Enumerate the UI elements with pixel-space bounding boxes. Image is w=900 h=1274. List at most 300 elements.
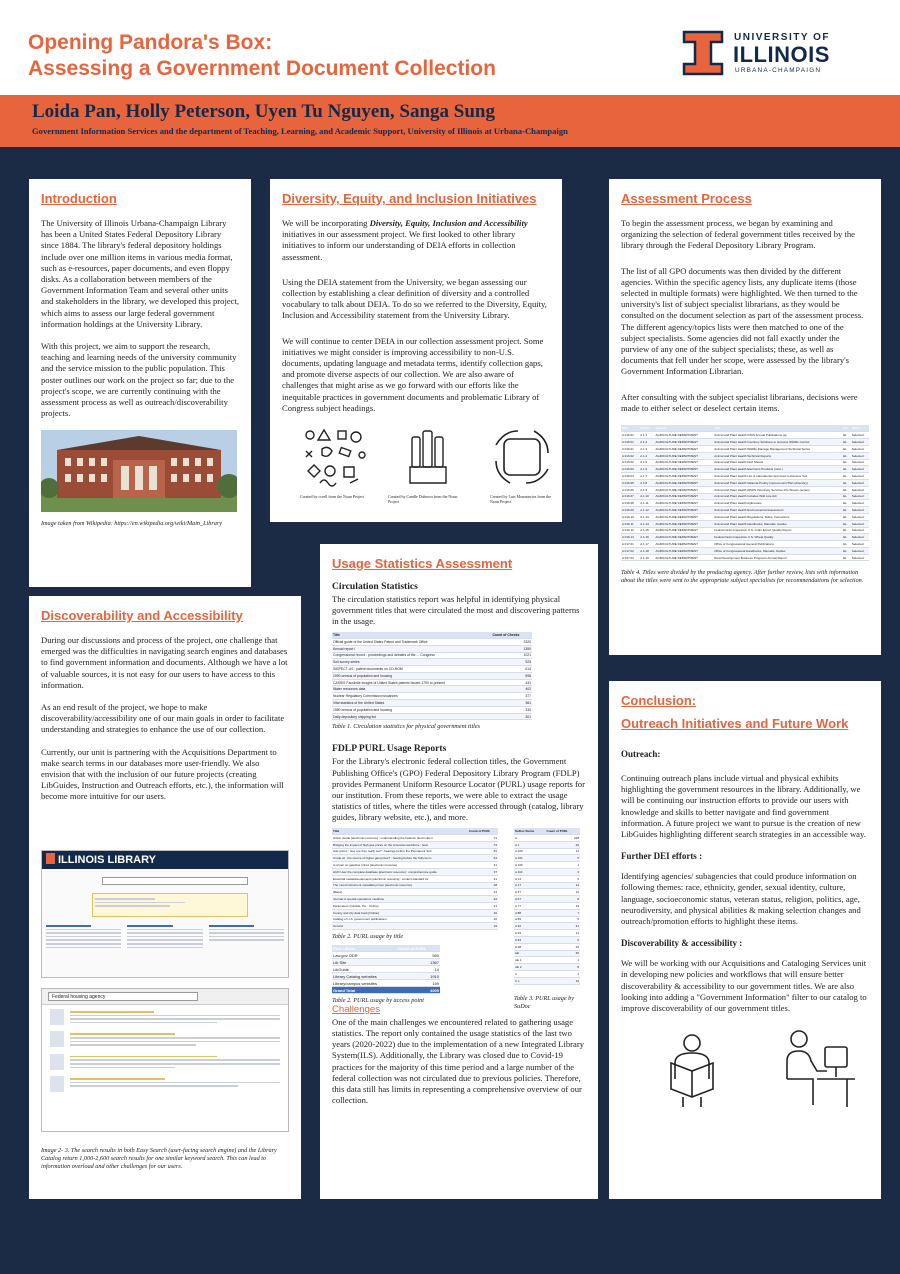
table-row — [332, 706, 532, 713]
table-cell: 377 — [491, 693, 532, 700]
assessment-paragraph-3: After consulting with the subject specialist librarians, decisions were made to either select or deselect certain items. — [621, 391, 858, 413]
table-row — [332, 679, 532, 686]
table-cell: 159 — [397, 980, 440, 987]
table-cell: A 1.7 — [639, 473, 654, 480]
table-cell: 8 — [546, 964, 580, 971]
discoverability-image-caption: Image 2- 3. The search results in both Easy Search (user-facing search engine) and the Library Catalog return 1,000-2,600 search results for one similar keyword search. This can lead to information overload and other challenges for our users. — [41, 1147, 277, 1170]
table-cell: Office of Congressional Handbooks, Manuals, Guides — [713, 547, 842, 554]
table-cell: EL — [842, 541, 851, 548]
purl-title-table — [332, 828, 498, 930]
purl-access-point-table — [332, 945, 440, 994]
table-cell: A 1.1 — [639, 432, 654, 439]
table-header-cell: Title — [332, 632, 491, 639]
table-cell: CASSIS Facsimile images of United States patents issued 1790 to present — [332, 679, 491, 686]
table-cell: Animal and Plant Health List of Laboratories Approved to Receive Soil — [713, 473, 842, 480]
table-cell: 1 — [546, 957, 580, 964]
table-cell: A 017.01 — [621, 541, 639, 548]
table-cell: AGRICULTURE DEPARTMENT — [654, 486, 713, 493]
table-cell: 1 — [546, 970, 580, 977]
table-row — [332, 834, 498, 841]
table-row — [332, 923, 498, 930]
table-header-cell: Title — [713, 425, 842, 432]
table-row — [514, 875, 580, 882]
table-cell: A 017.03 — [621, 554, 639, 561]
table-row — [332, 959, 440, 966]
table-row — [514, 882, 580, 889]
table-cell: Animal and Plant Health Technical Reports — [713, 452, 842, 459]
table-cell: 5 — [546, 855, 580, 862]
table-cell: AGRICULTURE DEPARTMENT — [654, 452, 713, 459]
table-cell: Federal Grain Inspection U.S. Wheat Quality — [713, 534, 842, 541]
table-header-cell: Item — [621, 425, 639, 432]
table-cell: Animal and Plant Health Environmental Assessment — [713, 507, 842, 514]
table-cell: 20 — [468, 916, 498, 923]
table-row — [621, 486, 869, 493]
table-row — [332, 672, 532, 679]
library-banner: ILLINOIS LIBRARY — [42, 851, 288, 869]
table-row — [621, 432, 869, 439]
discoverability-paragraph-3: Currently, our unit is partnering with the Acquisitions Department to make search terms in our databases more user-friendly. We also envision that with the inclusion of our future projects (creating LibGuides, Instruction and Outreach efforts, etc.), the information will become more intuitive for our users. — [41, 746, 284, 802]
poster-title: Opening Pandora's Box: Assessing a Government Document Collection — [28, 31, 496, 80]
table-cell: EL — [842, 493, 851, 500]
table-cell: Parameters (Carlisle, Pa. : Online) — [332, 902, 468, 909]
table-cell: 20 — [546, 943, 580, 950]
table-cell: AGRICULTURE DEPARTMENT — [654, 445, 713, 452]
table-cell: A 1.9 — [639, 486, 654, 493]
table-cell: A 1.13 — [639, 513, 654, 520]
dei-efforts-subheading: Further DEI efforts : — [621, 851, 703, 862]
table-cell: EL — [842, 520, 851, 527]
table-cell: A 94 — [514, 936, 546, 943]
library-building-image — [41, 430, 237, 512]
table-cell: Selected — [851, 520, 869, 527]
table-row — [514, 889, 580, 896]
table-cell: A 016.04 — [621, 473, 639, 480]
table-cell: AE 1 — [514, 957, 546, 964]
table-cell: 4009 — [397, 987, 440, 994]
block-i-icon — [682, 30, 724, 76]
table-cell: A 57 — [514, 889, 546, 896]
table-header-cell: Count of PURL — [468, 828, 498, 835]
table-cell: A 1.3 — [639, 445, 654, 452]
table-cell: Selected — [851, 479, 869, 486]
table-cell: A 106 — [514, 862, 546, 869]
table-cell: 14 — [546, 882, 580, 889]
table-cell: AGRICULTURE DEPARTMENT — [654, 527, 713, 534]
catalog-search-bar — [42, 989, 288, 1005]
table-cell: Federal Grain Inspection U.S. Grain Export Quality Report — [713, 527, 842, 534]
table-cell: 19 — [468, 923, 498, 930]
table-cell: EL — [842, 486, 851, 493]
table-row — [332, 645, 532, 652]
conclusion-icons — [621, 1025, 869, 1115]
table-cell: 14 — [397, 966, 440, 973]
catalog-search-input[interactable]: Federal housing agency — [48, 992, 198, 1001]
table-cell: EL — [842, 547, 851, 554]
table-row — [514, 957, 580, 964]
table-cell: Animal and Plant Health Electronic Products (misc.) — [713, 466, 842, 473]
table-cell: A 016.12 — [621, 527, 639, 534]
dei-panel — [270, 179, 562, 522]
table-cell: Selected — [851, 486, 869, 493]
table-row — [514, 855, 580, 862]
table-cell: Animal and Plant Health Inventory Solutions to Humane Wildlife Control — [713, 439, 842, 446]
intro-image-caption: Image taken from Wikipedia: https://en.wikipedia.org/wiki/Main_Library — [41, 520, 223, 528]
table-header-cell: Status — [851, 425, 869, 432]
table-cell: Selected — [851, 439, 869, 446]
table-row — [332, 882, 498, 889]
table-row — [621, 445, 869, 452]
linked-hands-icon — [490, 425, 554, 489]
table-row — [332, 841, 498, 848]
table-cell: Animal and Plant Health National Poultry Improvement Plan (directory) — [713, 479, 842, 486]
table-cell: 923 — [491, 659, 532, 666]
table-cell: AGRICULTURE DEPARTMENT — [654, 554, 713, 561]
table-row — [514, 841, 580, 848]
table-cell: Library Catalog websites — [332, 973, 397, 980]
table-cell: EL — [842, 432, 851, 439]
table1-caption: Table 1. Circulation statistics for physical government titles — [332, 723, 481, 731]
table-cell: EL — [842, 507, 851, 514]
table-cell: AGRICULTURE DEPARTMENT — [654, 479, 713, 486]
table-row — [332, 896, 498, 903]
table-cell: A 1.16 — [639, 534, 654, 541]
table-cell: EL — [842, 473, 851, 480]
table-row — [621, 500, 869, 507]
assessment-heading: Assessment Process — [621, 191, 752, 206]
table-cell: Selected — [851, 473, 869, 480]
table-cell: C — [514, 970, 546, 977]
table-cell: 1 — [546, 862, 580, 869]
outreach-subheading: Outreach: — [621, 749, 661, 759]
table-row — [332, 693, 532, 700]
table-header-cell: Sel — [842, 425, 851, 432]
table-header-cell: SuDoc Stems — [514, 828, 546, 835]
table-cell: A 92 — [514, 923, 546, 930]
table-cell: 431 — [491, 679, 532, 686]
table-row — [621, 520, 869, 527]
table-cell: A 1.14 — [639, 520, 654, 527]
table-row — [332, 909, 498, 916]
table-cell: Essential metadata elements [electronic resource] : content standard for — [332, 875, 468, 882]
table-header-cell: Count of PURL — [397, 945, 440, 952]
table-cell: 301 — [491, 713, 532, 720]
table-row — [621, 473, 869, 480]
table-cell: A primer on gasoline prices [electronic resource] — [332, 862, 468, 869]
table-row — [621, 439, 869, 446]
table-cell: EL — [842, 466, 851, 473]
table-cell: A 016.02 — [621, 452, 639, 459]
table-cell: 11 — [546, 848, 580, 855]
table-row — [514, 896, 580, 903]
purl-heading: FDLP PURL Usage Reports — [332, 743, 447, 755]
table-cell: Selected — [851, 432, 869, 439]
table-row — [621, 507, 869, 514]
table-row — [621, 452, 869, 459]
table-cell: EL — [842, 500, 851, 507]
table-cell: [Maps] — [332, 889, 468, 896]
table-cell: 330 — [491, 706, 532, 713]
table-cell: 1350 — [491, 645, 532, 652]
table-cell: EL — [842, 452, 851, 459]
table-cell: A 016.13 — [621, 534, 639, 541]
table-row — [332, 889, 498, 896]
table-cell: AE 2 — [514, 964, 546, 971]
table-header-cell: Row Labels — [332, 945, 397, 952]
table-row — [332, 652, 532, 659]
discoverability-panel — [29, 596, 301, 1199]
table-cell: Animal and Plant Health Agforecast — [713, 500, 842, 507]
table-cell: 1910 — [397, 973, 440, 980]
table-cell: A 016.11 — [621, 520, 639, 527]
catalog-results — [42, 1005, 288, 1096]
table-cell: EL — [842, 439, 851, 446]
table-cell: A 016.03 — [621, 466, 639, 473]
dei-icons: Created by ccrell from the Noun Project Created by Candle Dubrova from the Noun Project Created by Luis Monasterios from the Noun Project — [282, 425, 550, 515]
table-cell: 2320 — [491, 638, 532, 645]
table-total-row — [332, 987, 440, 994]
table-cell: Lib Site — [332, 959, 397, 966]
table-cell: AGRICULTURE DEPARTMENT — [654, 473, 713, 480]
table-cell: EL — [842, 527, 851, 534]
table-row — [332, 966, 440, 973]
table-cell: AGRICULTURE DEPARTMENT — [654, 439, 713, 446]
table-cell: Annual report / — [332, 645, 491, 652]
discoverability-heading: Discoverability and Accessibility — [41, 608, 243, 623]
table-cell: Selected — [851, 507, 869, 514]
raised-fists-icon — [406, 427, 450, 489]
table-cell: AGRICULTURE DEPARTMENT — [654, 432, 713, 439]
table-cell: HUD User the complete database [electronic resource] : comprehensive guide — [332, 868, 468, 875]
table-cell: A 1.10 — [639, 493, 654, 500]
table-cell: Nuclear Regulatory Commission issuances — [332, 693, 491, 700]
assessment-paragraph-2: The list of all GPO documents was then divided by the different agencies. Within the specific agency lists, any duplicate items (those selected in multiple formats) were highlighted. We then turned to the university's list of subject specialist librarians, as they would be consulted on the document selection as part of the assessment process. The different agency/topics lists were then matched to one of the subject specialists. Some agencies did not fall exactly under the purview of any one of the subject specialists; these, as well as documents that fell under her scope, were assessed by the library's Government Information Librarian. — [621, 265, 864, 377]
table-cell: A 016.02 — [621, 459, 639, 466]
table-cell: 1367 — [397, 959, 440, 966]
person-at-computer-icon — [777, 1027, 857, 1109]
table-cell: A 017.02 — [621, 547, 639, 554]
table-cell: 28 — [468, 882, 498, 889]
assessment-paragraph-1: To begin the assessment process, we began by examining and organizing the selection of federal government titles received by the library through the Federal Depository Library Program. — [621, 218, 855, 251]
table-cell: A 016.01 — [621, 439, 639, 446]
table-cell: Congressional record : proceedings and debates of the ... Congress — [332, 652, 491, 659]
university-logo: UNIVERSITY OF ILLINOIS URBANA-CHAMPAIGN — [682, 30, 862, 80]
table-cell: A 016.10 — [621, 513, 639, 520]
table-cell: A 016.06 — [621, 486, 639, 493]
purl-sudoc-table — [514, 828, 580, 985]
library-photo — [41, 430, 237, 512]
table-cell: AGRICULTURE DEPARTMENT — [654, 466, 713, 473]
table-cell: Animal and Plant Health Wildlife Damage Management Technical Series — [713, 445, 842, 452]
table-row — [332, 862, 498, 869]
table-cell: 12 — [546, 889, 580, 896]
table-row — [514, 936, 580, 943]
table-cell: 361 — [491, 700, 532, 707]
table-row — [332, 875, 498, 882]
table-cell: Water resources data — [332, 686, 491, 693]
table-cell: Animal and Plant Health Fact Sheets — [713, 459, 842, 466]
table-cell: Crude oil : the source of higher gas prices? : hearing before the Subcomm — [332, 855, 468, 862]
table-cell: A 88 — [514, 909, 546, 916]
assessment-panel — [609, 179, 881, 655]
table-cell: 31 — [468, 875, 498, 882]
table-cell: A 89 — [514, 916, 546, 923]
table-cell: Daily depository shipping list — [332, 713, 491, 720]
table-row — [621, 459, 869, 466]
table-cell: A 13 — [514, 875, 546, 882]
table-cell: EL — [842, 554, 851, 561]
block-i-icon — [46, 853, 55, 864]
dei-paragraph-1: We will be incorporating Diversity, Equity, Inclusion and Accessibility initiatives in our assessment project. We first looked to other library initiatives to inform our understanding of DEIA efforts in collection assessment. — [282, 218, 528, 262]
table-cell: 560 — [397, 952, 440, 959]
table-cell: A 1.18 — [639, 547, 654, 554]
table-cell: Bridging the impact of high gas prices on the American workforce : hear — [332, 841, 468, 848]
table-cell: Selected — [851, 547, 869, 554]
table-cell: Catalog of U.S. government publications — [332, 916, 468, 923]
intro-paragraph-1: The University of Illinois Urbana-Champaign Library has been a United States Federal Depository Library since 1884. The library's federal depository holdings include over one million items in various media format, such as e-resources, paper documents, and even floppy disks. As a collaboration between members of the Government Information Team and several other units and stakeholders in the library, we developed this project, which aims to assess our large federal government information holdings at the University Library. — [41, 218, 239, 329]
table-cell: Action Guide [electronic resource] : understanding the balance (food inform — [332, 834, 468, 841]
affiliation: Government Information Services and the department of Teaching, Learning, and Academic Support, University of Illinois at Urbana-Champaign — [32, 126, 568, 136]
table-cell: A 77 — [514, 902, 546, 909]
table-cell: Official guide of the United States Patent and Trademark Office — [332, 638, 491, 645]
table-row — [332, 868, 498, 875]
table-cell: AGRICULTURE DEPARTMENT — [654, 541, 713, 548]
table-cell: 614 — [491, 666, 532, 673]
outreach-future-heading: Outreach Initiatives and Future Work — [621, 716, 849, 731]
agency-titles-table — [621, 425, 869, 561]
table-cell: Selected — [851, 541, 869, 548]
table-cell: A 1.6 — [639, 466, 654, 473]
table-row — [332, 848, 498, 855]
table-row — [332, 973, 440, 980]
table-cell: A 110 — [514, 868, 546, 875]
outreach-paragraph: Continuing outreach plans include virtual and physical exhibits highlighting the government resources in the library. Additionally, we will be continuing our instruction efforts to provide our users with knowledge and skills to better navigate and find government information. A future project we want to pursue is the creation of new LibGuides highlighting different search strategies in an accessible way. — [621, 773, 866, 840]
table-header-cell: Agency — [654, 425, 713, 432]
table-cell: 62 — [468, 848, 498, 855]
dei-heading: Diversity, Equity, and Inclusion Initiatives — [282, 191, 537, 206]
table-row — [332, 659, 532, 666]
discoverability-subheading: Discoverability & accessibility : — [621, 938, 743, 949]
table-cell: A 100 — [514, 848, 546, 855]
table-cell: 20 — [468, 909, 498, 916]
table-row — [332, 700, 532, 707]
table-cell: A 1 — [514, 841, 546, 848]
catalog-search-screenshot — [41, 988, 289, 1132]
table-cell: AGRICULTURE DEPARTMENT — [654, 493, 713, 500]
table-cell: Selected — [851, 554, 869, 561]
table-cell: 1990 census of population and housing — [332, 672, 491, 679]
table-row — [514, 868, 580, 875]
table-cell: 3 — [546, 868, 580, 875]
table-cell: A 1.15 — [639, 527, 654, 534]
table-cell: Selected — [851, 459, 869, 466]
table-row — [514, 923, 580, 930]
suggestion-box — [92, 893, 248, 917]
table-cell: EL — [842, 534, 851, 541]
purl-tables: Title Count of PURL Action Guide [electronic resource] : understanding the balance (food inform 74 Bridging the impact of high gas prices on the American workforce : hear 74 Gas prices : how are they really set? : hearings before the Permanent Sub 62 Crude oil : the source of higher gas prices? : hearing before the Subcomm 54 A primer on gasoline prices [electronic resource] 41 HUD User the complete database [electronic resource] : comprehensive guide 37 Essential metadata elements [electronic resource] : content standard for 31 The mood instrument metadata primer [electronic resource] 28 [Maps] 24 Journal of special operations medicine 22 Parameters (Carlisle, Pa. : Online) 21 County and city data book [Online] 20 Catalog of U.S. government publications 20 Ground 19 Table 2. PURL usage by title Row Labels Count of PURL Law.gov ODR 560 Lib Site 1367 LibGuide 14 Library Catalog websites 1910 Library/campus websites 159 Grand Total 4009 Table 2. PURL usage by access point SuDoc Stems Count of PURL A 228 A 1 20 A 100 11 A 101 5 A 106 1 A 110 3 A 13 6 A 17 14 A 57 12 A 67 8 A 77 19 A 88 7 A 89 5 A 92 31 A 93 11 A 94 6 A 98 20 AE 36 AE 1 1 AE 2 8 C 1 C 1 10 Table 3. PURL usage by SuDoc — [332, 828, 579, 1010]
table-cell: AGRICULTURE DEPARTMENT — [654, 547, 713, 554]
table-cell: C 1 — [514, 977, 546, 984]
table-cell: 22 — [468, 896, 498, 903]
table-cell: 74 — [468, 834, 498, 841]
usage-panel — [320, 544, 598, 1199]
table-cell: 228 — [546, 834, 580, 841]
table-cell: 1980 census of population and housing — [332, 706, 491, 713]
table-row — [514, 834, 580, 841]
dei-paragraph-2: Using the DEIA statement from the University, we began assessing our collection by establishing a clear definition of diversity and a controlled vocabulary to talk about DEIA. To do so we referred to the Diversity, Equity, Inclusion and Accessibility statement from the University Library. — [282, 276, 547, 321]
authors: Loida Pan, Holly Peterson, Uyen Tu Nguyen, Sanga Sung — [32, 101, 495, 122]
table-row — [332, 902, 498, 909]
table-cell: Animal and Plant Health APHIS Veterinary Services Info Sheets (series) — [713, 486, 842, 493]
table-cell: A 016.08 — [621, 500, 639, 507]
table-cell: 5 — [546, 916, 580, 923]
table-cell: 54 — [468, 855, 498, 862]
easy-search-input[interactable] — [102, 877, 248, 885]
table-cell: Animal and Plant Health Regulations, Rules, Instructions — [713, 513, 842, 520]
table-cell: A 016.05 — [621, 479, 639, 486]
table-cell: Selected — [851, 500, 869, 507]
results-columns — [42, 917, 288, 956]
table-row — [621, 466, 869, 473]
table-cell: Vital statistics of the United States — [332, 700, 491, 707]
table-row — [514, 862, 580, 869]
easy-search-screenshot — [41, 850, 289, 978]
table-cell: LibGuide — [332, 966, 397, 973]
table-cell: A 93 — [514, 930, 546, 937]
table-cell: AGRICULTURE DEPARTMENT — [654, 534, 713, 541]
table-cell: A 1.5 — [639, 459, 654, 466]
intro-panel — [29, 179, 251, 587]
intro-paragraph-2: With this project, we aim to support the research, teaching and learning needs of the university community and the service mission to the public population. This poster outlines our work on the project so far; due to the project's scope, we are currently continuing with the assessment process as well as outreach/discoverability projects. — [41, 341, 237, 419]
table-row — [332, 638, 532, 645]
table-cell: EL — [842, 445, 851, 452]
table-row — [332, 666, 532, 673]
table-cell: 36 — [546, 950, 580, 957]
table-row — [621, 513, 869, 520]
table-row — [621, 493, 869, 500]
table-cell: 8 — [546, 896, 580, 903]
table-row — [514, 977, 580, 984]
table-row — [332, 855, 498, 862]
table-cell: EL — [842, 479, 851, 486]
table-cell: 41 — [468, 862, 498, 869]
table-row — [514, 848, 580, 855]
table-cell: Law.gov ODR — [332, 952, 397, 959]
table-cell: 598 — [491, 672, 532, 679]
table-cell: A 016.07 — [621, 493, 639, 500]
table-cell: Selected — [851, 527, 869, 534]
table-cell: EL — [842, 513, 851, 520]
conclusion-panel — [609, 681, 881, 1199]
table-cell: A 016.09 — [621, 507, 639, 514]
table-cell: 20 — [546, 841, 580, 848]
table-cell: The mood instrument metadata primer [electronic resource] — [332, 882, 468, 889]
table-cell: A 016.01 — [621, 445, 639, 452]
table-row — [621, 527, 869, 534]
table-cell: AGRICULTURE DEPARTMENT — [654, 513, 713, 520]
table-cell: A — [514, 834, 546, 841]
table-cell: Selected — [851, 445, 869, 452]
table-row — [621, 554, 869, 561]
table-cell: Gas prices : how are they really set? : hearings before the Permanent Sub — [332, 848, 468, 855]
table-cell: 10 — [546, 977, 580, 984]
table-cell: A 67 — [514, 896, 546, 903]
table-cell: Animal and Plant Health NTAS Annual Publications (a) — [713, 432, 842, 439]
table-cell: A 016.01 — [621, 432, 639, 439]
table-cell: A 1.8 — [639, 479, 654, 486]
table-cell: Selected — [851, 452, 869, 459]
table4-caption: Table 4. Titles were divided by the producing agency. After further review, lists with information about the titles were sent to the appropriate subject specialists for recommendations for selection. — [621, 569, 864, 585]
